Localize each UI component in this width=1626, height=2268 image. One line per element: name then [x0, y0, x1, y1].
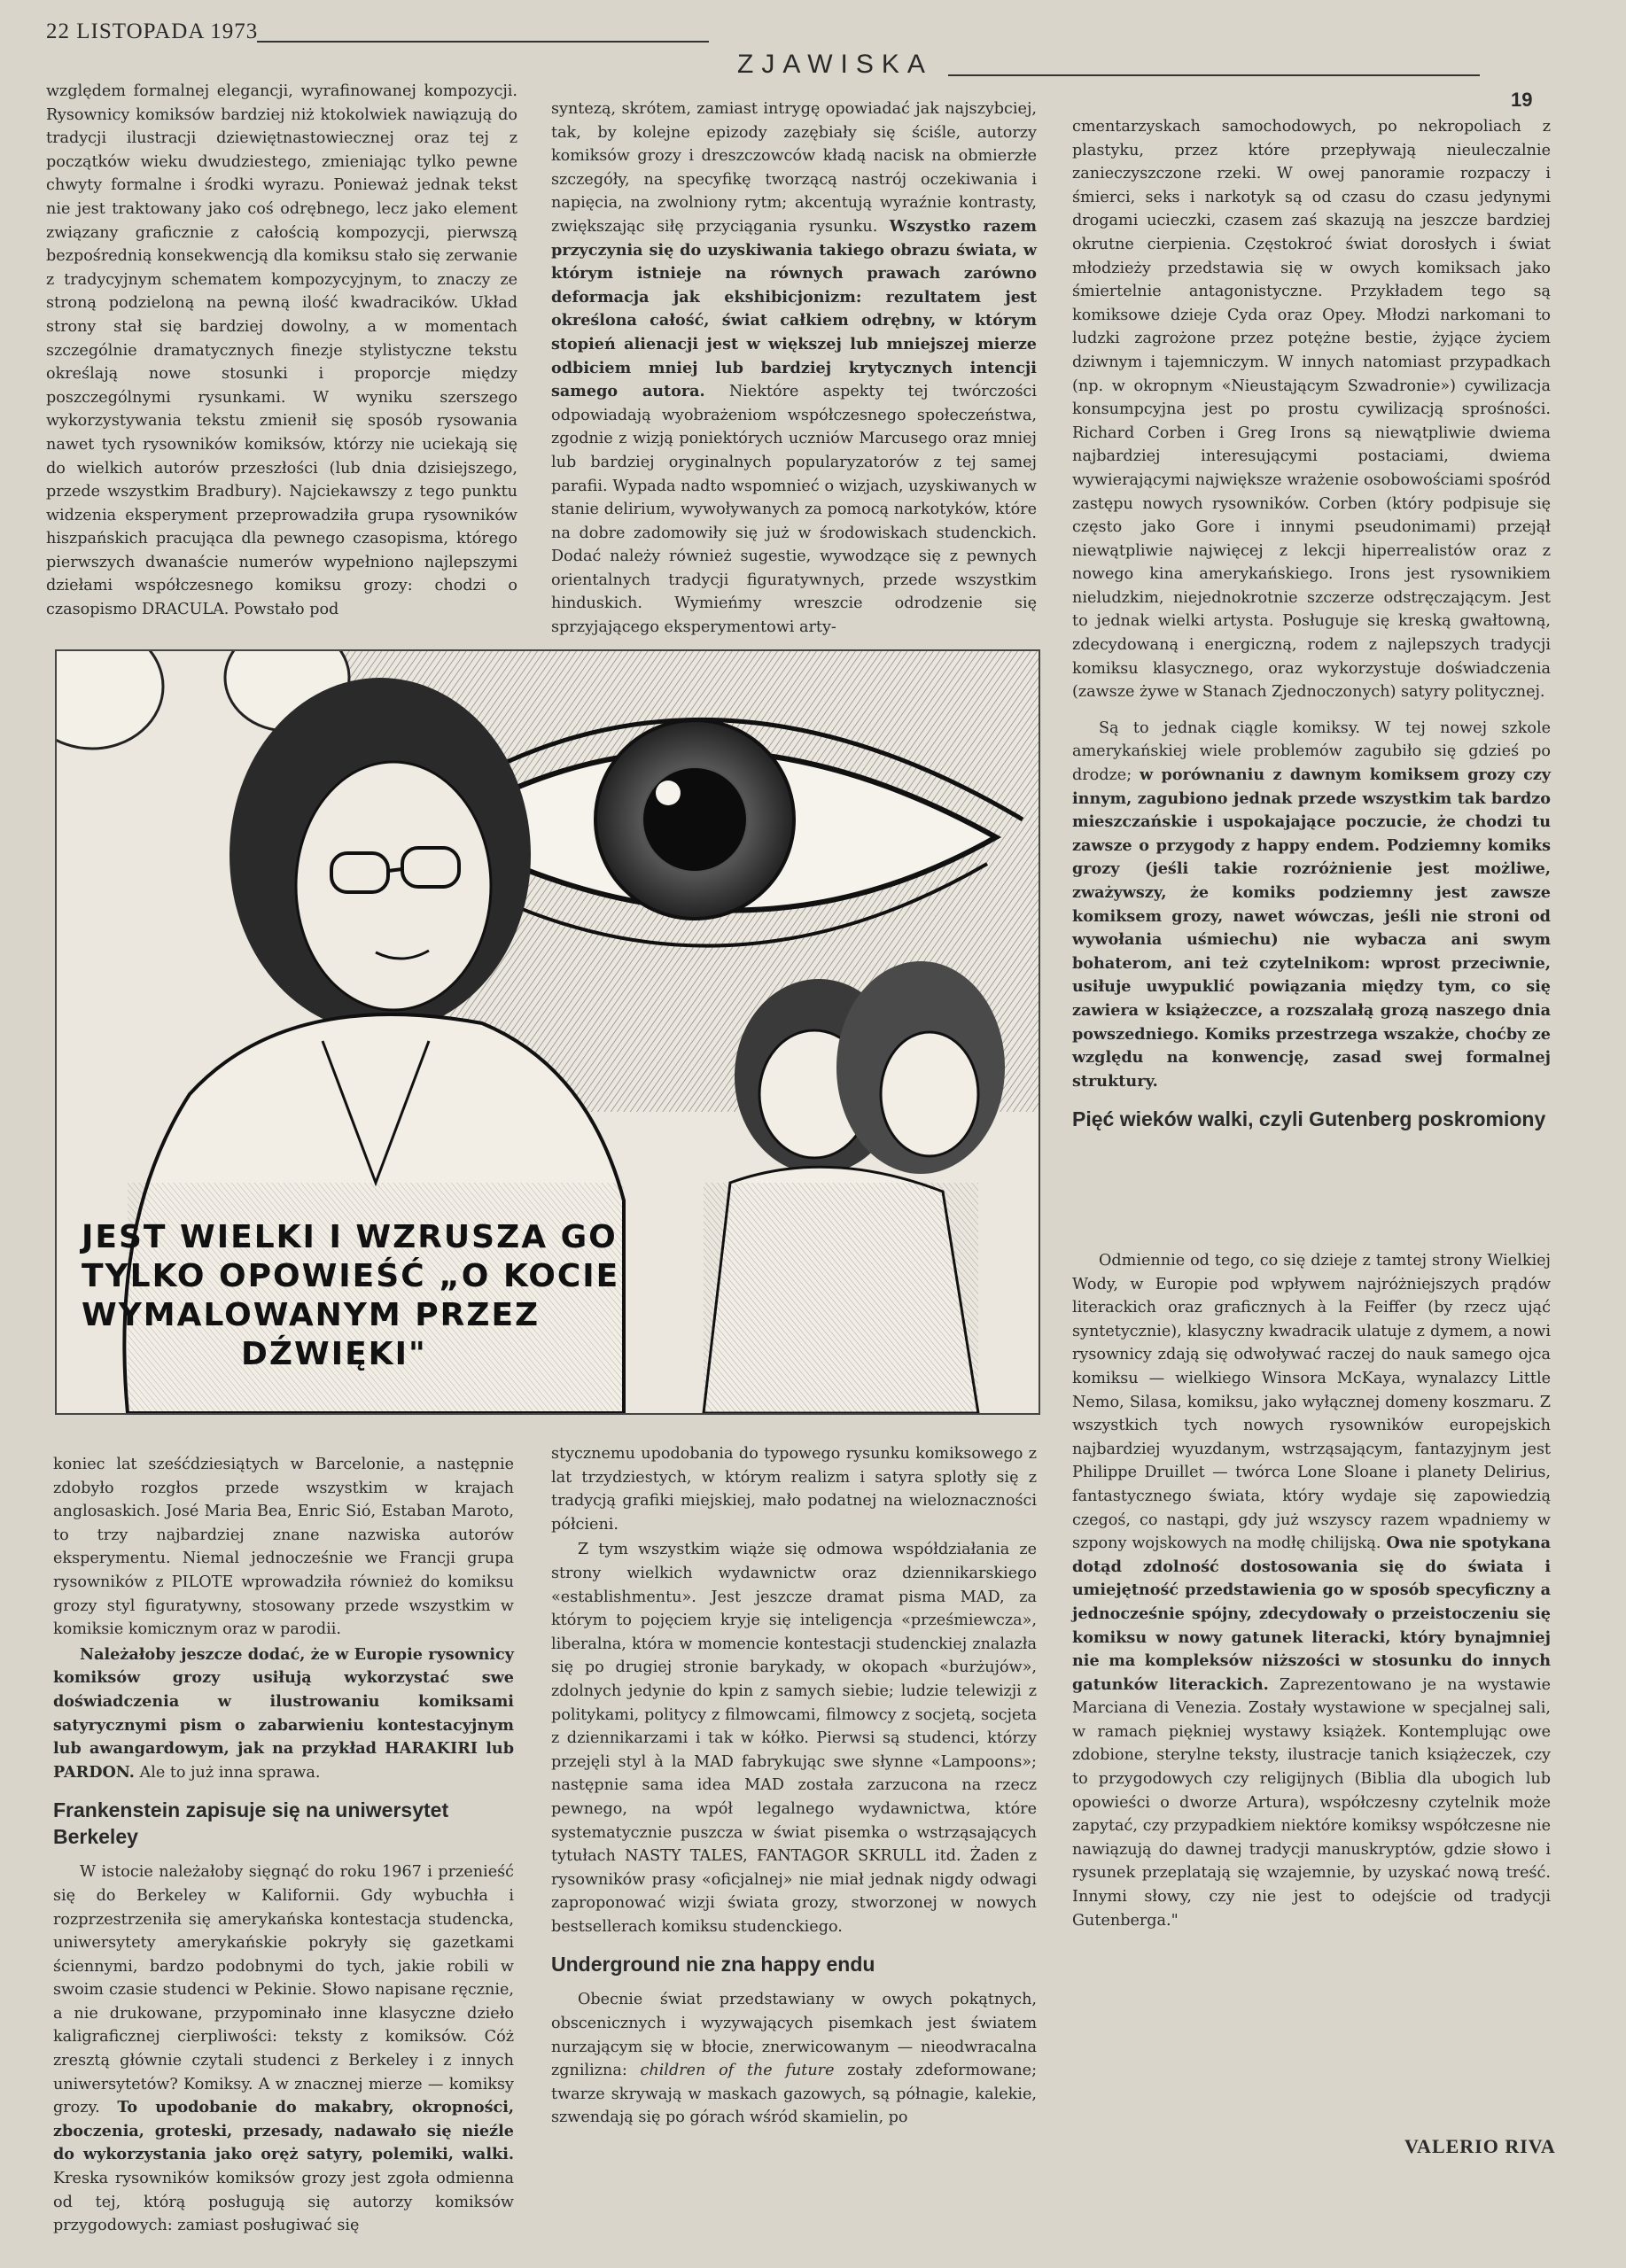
paragraph-text: Zaprezentowano je na wystawie Marciana di Venezia. Zostały wystawione w specjalnej sali, w ramach piękniej wystawy książek. Kontemplując owe zdobione, sterylne teksty, ilustracje tanich książeczek, czy to przygodowych czy religijnych (Biblia dla ubogich lub opowieści o dworze Artura), współczesny czytelnik może zapytać, czy przypadkiem niektóre komiksy współczesne nie nawiązują do dawnej tradycji manuskryptów, gdzie słowo i rysunek przeplatają się wzajemnie, by uzyskać nową treść. Innymi słowy, czy nie jest to odejście od tradycji Gutenberga."	[1072, 1675, 1551, 1930]
header-rule-left	[257, 41, 709, 43]
paragraph	[1072, 717, 1551, 1094]
bold-passage: Należałoby jeszcze dodać, że w Europie rysownicy komiksów grozy usiłują wykorzystać swe doświadczenia w ilustrowaniu komiksami satyrycznymi pism o zabarwieniu kontestacyjnym lub awangardowym, jak na przykład HARAKIRI lub PARDON.	[53, 1644, 514, 1782]
comic-illustration	[55, 649, 1040, 1415]
author-signature: VALERIO RIVA	[1404, 2135, 1556, 2157]
issue-date: 22 LISTOPADA 1973	[46, 19, 259, 43]
paragraph-text: Odmiennie od tego, co się dzieje z tamtej strony Wielkiej Wody, w Europie pod wpływem najróżniejszych prądów literackich oraz graficznych à la Feiffer (by rzecz ująć syntetycznie), klasyczny kwadracik ulatuje z dymem, a nowi rysownicy zdają się odwoływać raczej do nauk samego ojca komiksu — wielkiego Winsora McKaya, wynalazcy Little Nemo, Silasa, komiksu, jako wyłącznej domeny koszmaru. Z wszystkich tych nowych rysowników europejskich najbardziej wyuzdanym, wstrząsającym, fantazyjnym jest Philippe Druillet — twórca Lone Sloane i planety Delirius, fantastycznego świata, który wydaje się zapowiedzią czegoś, co nastąpi, gdy już wszyscy razem wpadniemy w szpony wojskowych na modłę chilijską.	[1072, 1252, 1551, 1553]
paragraph	[551, 1988, 1037, 2130]
paragraph: Z tym wszystkim wiąże się odmowa współdziałania ze strony wielkich wydawnictw oraz dziennikarskiego «establishmentu». Jest jeszcze dramat pisma MAD, za którym to pojęciem kryje się inteligencja «prześmiewcza», liberalna, która w momencie kontestacji studenckiej znalazła się po drugiej stronie barykady, w okopach «burżujów», zdolnych jedynie do kpin z samych siebie; ludzie telewizji z politykami, politycy z filmowcami, filmowcy z socjetą, socjeta z dziennikarzami i tak w kółko. Pierwsi są studenci, którzy przejęli styl à la MAD fabrykując swe słynne «Lampoons»; następnie sama idea MAD została zarzucona na rzecz pewnego, na wpół legalnego wydawnictwa, które systematycznie puszcza w świat pisemka o wstrząsających tytułach NASTY TALES, FANTAGOR SKRULL itd. Żaden z rysowników prasy «oficjalnej» nie miał jednak nigdy odwagi zaproponować wizji świata grozy, stworzonej w nowych bestsellerach komiksu studenckiego.	[551, 1541, 1037, 1936]
paragraph	[551, 97, 1037, 640]
paragraph-text: syntezą, skrótem, zamiast intrygę opowiadać jak najszybciej, tak, by kolejne epizody zazębiały się ściśle, autorzy komiksów grozy i dreszczowców kładą nacisk na obmierzłe szczegóły, na specyfikę tworzącą nastrój oczekiwania i napięcia, na zwolniony rytm; akcentują wyraźnie kontrasty, zwiększając siłę przyciągania rysunku.	[551, 100, 1037, 236]
caption-line: WYMALOWANYM PRZEZ	[82, 1297, 541, 1333]
paragraph-text: Kreska rysowników komiksów grozy jest zgoła odmienna od tej, którą posługują się autorzy komiksów przygodowych: zamiast posługiwać się	[53, 2170, 514, 2235]
article-column-3-bottom	[1072, 1249, 1551, 1932]
paragraph: cmentarzyskach samochodowych, po nekropoliach z plastyku, przez które przepływają nieuleczalnie zanieczyszczone rzeki. W owej panoramie rozpaczy i śmierci, seks i narkotyk są od czasu do czasu jedynymi drogami ucieczki, czasem zaś skazują na jeszcze bardziej okrutne cierpienia. Częstokroć świat dorosłych i świat młodzieży przedstawia się w owych komiksach jako śmiertelnie antagonistyczne. Przykładem tego są komiksowe dzieje Cyda oraz Opey. Młodzi narkomani to ludzki zagrożone przez potężne bestie, żyjące życiem dziwnym i tajemniczym. W innych natomiast przypadkach (np. w okropnym «Nieustającym Szwadronie») cywilizacja konsumpcyjna jest po prostu cywilizacją sprośności. Richard Corben i Greg Irons są niewątpliwie dwiema najbardziej interesującymi postaciami, dwiema wywierającymi największe wrażenie osobowościami spośród zastępu nowych rysowników. Corben (który podpisuje się często jako Gore i innymi pseudonimami) przejął niewątpliwie najwięcej z lekcji hiperrealistów oraz z nowego kina amerykańskiego. Irons jest rysownikiem nieludzkim, niejednokrotnie szczerze odstręczającym. Jest to jednak wielki artysta. Posługuje się kreską gwałtowną, zdecydowaną i energiczną, rodem z najlepszych tradycji komiksu klasycznego, oraz wykorzystuje doświadczenia (zawsze żywe w Stanach Zjednoczonych) satyry politycznej.	[1072, 118, 1551, 702]
article-column-3-top	[1072, 115, 1551, 1143]
paragraph	[53, 1643, 514, 1785]
bold-passage: Owa nie spotykana dotąd zdolność dostosowania się do świata i umiejętność przedstawienia go w sposób specyficzny a jednocześnie spójny, zdecydowały o przeistoczeniu się komiksu w nowy gatunek literacki, który bynajmniej nie ma kompleksów niższości w stosunku do innych gatunków literackich.	[1072, 1534, 1551, 1694]
caption-line: JEST WIELKI I WZRUSZA GO	[82, 1219, 618, 1255]
paragraph-text: zostały zdeformowane; twarze skrywają w maskach gazowych, są półnagie, kalekie, szwendają się po górach wśród skamielin, po	[551, 2062, 1038, 2127]
article-column-2-bottom	[551, 1442, 1037, 2130]
article-column-1-top	[46, 80, 517, 622]
comic-caption	[82, 1218, 631, 1374]
paragraph-text: W istocie należałoby sięgnąć do roku 1967 i przenieść się do Berkeley w Kalifornii. Gdy wybuchła i rozprzestrzeniła się amerykańska kontestacja studencka, uniwersytety amerykańskie pokryły się gazetkami ściennymi, bardzo podobnymi do tych, jakie robili w swoim czasie studenci w Pekinie. Słowo napisane ręcznie, a nie drukowane, przypominało inne klasyczne dzieło kaligraficznej cierpliwości: teksty z komiksów. Cóż zresztą głównie czytali studenci z Berkeley i z innych uniwersytetów? Komiksy. A w znacznej mierze — komiksy grozy.	[53, 1863, 514, 2117]
section-heading: Frankenstein zapisuje się na uniwersytet Berkeley	[53, 1798, 449, 1849]
page-number: 19	[1511, 89, 1533, 111]
paragraph-text: Ale to już inna sprawa.	[139, 1763, 321, 1782]
bold-passage: w porównaniu z dawnym komiksem grozy czy innym, zagubiono jednak przede wszystkim tak bardzo mieszczańskie i uspokajające poczucie, że chodzi tu zawsze o przygody z happy endem. Podziemny komiks grozy (jeśli takie rozróżnienie jest możliwe, zważywszy, że komiks podziemny jest zawsze komiksem grozy, nawet wówczas, jeśli nie stroni od wywołania uśmiechu) nie wybacza ani swym bohaterom, ani też czytelnikom: wprost przeciwnie, usiłuje uwypuklić powiązania między tym, co się zawiera w książeczce, a rozszalałą grozą naszego dnia powszedniego. Komiks przestrzega wszakże, choćby ze względu na konwencję, zasad swej formalnej struktury.	[1072, 765, 1552, 1091]
bold-passage: Wszystko razem przyczynia się do uzyskiwania takiego obrazu świata, w którym istnieje na równych prawach zarówno deformacja jak ekshibicjonizm: rezultatem jest określona całość, świat całkiem odrębny, w którym stopień alienacji jest w większej lub mniejszej mierze odbiciem mniej lub bardziej krytycznych intencji samego autora.	[551, 216, 1038, 401]
caption-line: TYLKO OPOWIEŚĆ „O KOCIE	[82, 1258, 620, 1294]
paragraph-text: Obecnie świat przedstawiany w owych pokątnych, obscenicznych i wyzywających pisemkach jest światem nurzającym się w błocie, znerwicowanym — nieodwracalna zgnilizna:	[551, 1991, 1037, 2080]
article-column-2-top	[551, 97, 1037, 640]
section-heading: Underground nie zna happy endu	[551, 1953, 875, 1977]
paragraph-text: Niektóre aspekty tej twórczości odpowiadają wyobrażeniom współczesnego społeczeństwa, zgodnie z wizją poniektórych uczniów Marcusego oraz mniej lub bardziej oryginalnych popularyzatorów z tej samej parafii. Wypada nadto wspomnieć o wizjach, uzyskiwanych w stanie delirium, wywoływanych za pomocą narkotyków, które na dobre zadomowiły się już w środowiskach studenckich. Dodać należy również sugestie, wywodzące się z pewnych orientalnych tradycji figuratywnych, przede wszystkim hinduskich. Wymieńmy wreszcie odrodzenie się sprzyjającego eksperymentowi arty-	[551, 383, 1038, 637]
bold-passage: To upodobanie do makabry, okropności, zboczenia, groteski, przesady, nadawało się nieźle do wykorzystania jako oręż satyry, polemiki, walki.	[53, 2098, 514, 2164]
paragraph	[1072, 1249, 1551, 1932]
paragraph-text: Są to jednak ciągle komiksy. W tej nowej szkole amerykańskiej wiele problemów zagubiło się gdzieś po drodze;	[1072, 718, 1551, 785]
header-rule-right	[948, 74, 1480, 76]
article-column-1-bottom	[53, 1453, 514, 2238]
italic-phrase: children of the future	[640, 2062, 835, 2080]
section-heading: Pięć wieków walki, czyli Gutenberg poskromiony	[1072, 1107, 1546, 1131]
section-title: ZJAWISKA	[737, 50, 933, 79]
paragraph	[53, 1860, 514, 2238]
paragraph: koniec lat sześćdziesiątych w Barcelonie, a następnie zdobyło rozgłos przede wszystkim w krajach anglosaskich. José Maria Bea, Enric Sió, Estaban Maroto, to trzy najbardziej znane nazwiska autorów eksperymentu. Niemal jednocześnie we Francji grupa rysowników z PILOTE wprowadziła również do komiksu grozy styl figuratywny, stosowany przede wszystkim w komiksie komicznym oraz w parodii.	[53, 1456, 514, 1639]
paragraph: stycznemu upodobania do typowego rysunku komiksowego z lat trzydziestych, w którym realizm i satyra splotły się z tradycją grafiki miejskiej, mało podatnej na wieloznaczności półcieni.	[551, 1445, 1037, 1534]
paragraph: względem formalnej elegancji, wyrafinowanej kompozycji. Rysownicy komiksów bardziej niż ktokolwiek nawiązują do tradycji ilustracji dziewiętnastowiecznej oraz tej z początków wieku dwudziestego, zmieniając tylko pewne chwyty formalne i środki wyrazu. Ponieważ jednak tekst nie jest traktowany jako coś odrębnego, lecz jako element związany graficznie z całością kompozycji, pierwszą bezpośrednią konsekwencją dla komiksu stało się zerwanie z tradycyjnym schematem kompozycyjnym, to znaczy ze stroną podzieloną na pewną ilość kwadracików. Układ strony stał się bardziej dowolny, a w momentach szczególnie dramatycznych finezje stylistyczne tekstu określają nowe stosunki i proporcje między poszczególnymi rysunkami. W wyniku szerszego wykorzystywania tekstu zmienił się sposób rysowania nawet tych rysowników komiksów, którzy nie uciekają się do wielkich autorów przeszłości (lub dnia dzisiejszego, przede wszystkim Bradbury). Najciekawszy z tego punktu widzenia eksperyment przeprowadziła grupa rysowników hiszpańskich pracująca dla pewnego czasopisma, którego pierwszych dwanaście numerów wypełniono najlepszymi dziełami współczesnego komiksu grozy: chodzi o czasopismo DRACULA. Powstało pod	[46, 82, 517, 619]
caption-line: DŹWIĘKI"	[241, 1336, 427, 1372]
